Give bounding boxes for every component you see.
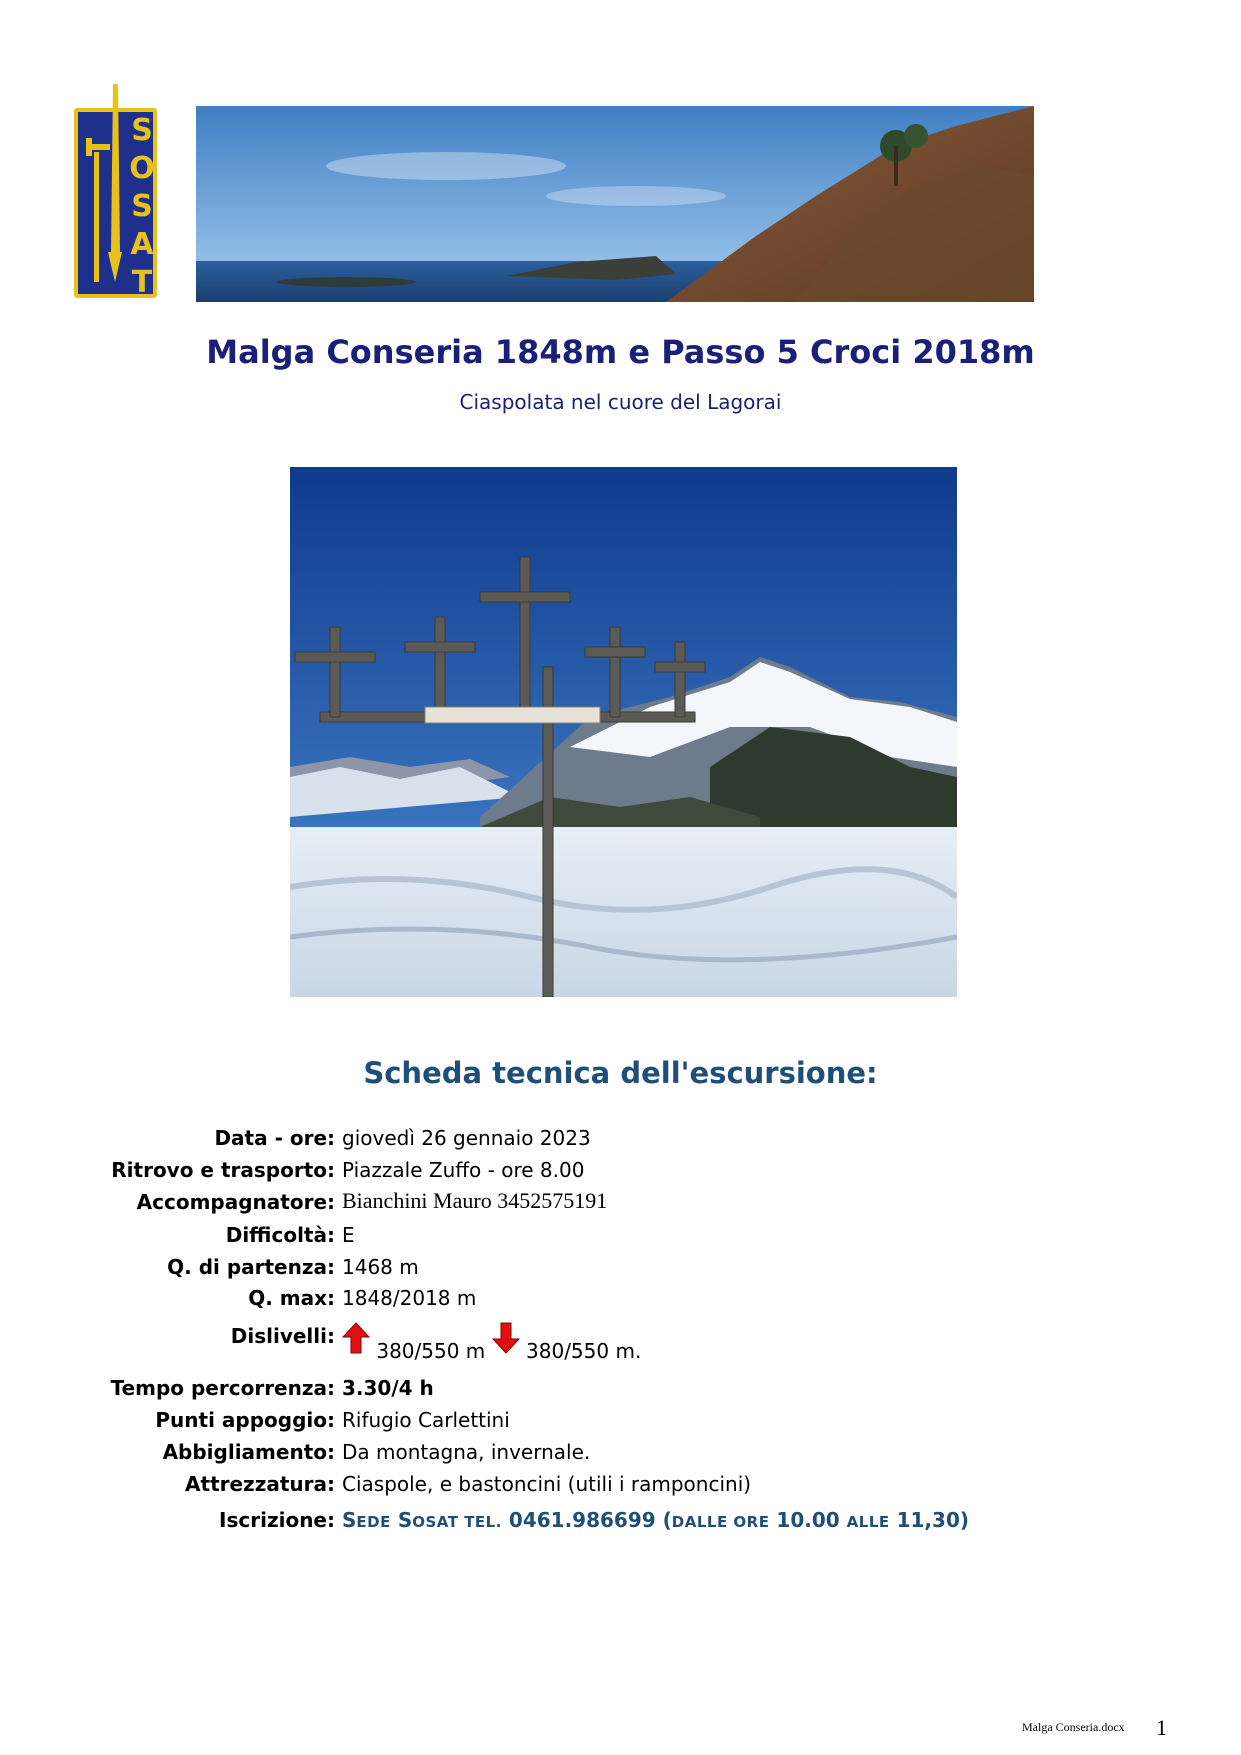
section-title: Scheda tecnica dell'escursione: — [363, 1056, 878, 1090]
header-banner — [196, 106, 1034, 302]
row-dislivelli — [0, 1322, 1241, 1362]
row-iscrizione — [0, 1508, 1241, 1538]
svg-text:T: T — [131, 265, 153, 300]
abbigliamento-label: Abbigliamento: — [162, 1440, 335, 1464]
row-abbigliamento — [0, 1440, 1241, 1470]
punti-value: Rifugio Carlettini — [342, 1408, 510, 1432]
max-label: Q. max: — [248, 1286, 335, 1310]
partenza-value: 1468 m — [342, 1255, 419, 1279]
punti-label: Punti appoggio: — [155, 1408, 335, 1432]
difficolta-label: Difficoltà: — [225, 1223, 335, 1247]
row-tempo — [0, 1376, 1241, 1406]
attrezzatura-value: Ciaspole, e bastoncini (utili i ramponcini) — [342, 1472, 752, 1496]
accompagnatore-value: Bianchini Mauro 3452575191 — [342, 1188, 608, 1213]
sosat-logo-icon — [72, 82, 159, 300]
main-photo — [290, 467, 957, 997]
accompagnatore-label: Accompagnatore: — [136, 1190, 335, 1214]
ritrovo-value: Piazzale Zuffo - ore 8.00 — [342, 1158, 585, 1182]
data-label: Data - ore: — [214, 1126, 335, 1150]
tempo-value: 3.30/4 h — [342, 1376, 434, 1400]
row-data — [0, 1126, 1241, 1156]
svg-text:A: A — [130, 227, 154, 262]
sosat-logo — [72, 82, 159, 300]
arrow-up-icon — [342, 1322, 370, 1354]
arrow-down-icon — [492, 1322, 520, 1354]
attrezzatura-label: Attrezzatura: — [185, 1472, 335, 1496]
discesa-value: 380/550 m. — [526, 1339, 642, 1363]
row-partenza — [0, 1255, 1241, 1285]
page-title: Malga Conseria 1848m e Passo 5 Croci 2018m — [206, 333, 1035, 371]
svg-text:O: O — [129, 151, 155, 186]
five-crosses-snow-mountain-photo — [290, 467, 957, 997]
salita-value: 380/550 m — [376, 1339, 486, 1363]
dislivelli-label: Dislivelli: — [230, 1324, 335, 1348]
row-max — [0, 1286, 1241, 1316]
iscrizione-label: Iscrizione: — [219, 1508, 335, 1532]
tempo-label: Tempo percorrenza: — [110, 1376, 335, 1400]
row-attrezzatura — [0, 1472, 1241, 1502]
page-subtitle: Ciaspolata nel cuore del Lagorai — [459, 390, 782, 414]
row-punti — [0, 1408, 1241, 1438]
partenza-label: Q. di partenza: — [167, 1255, 335, 1279]
data-value: giovedì 26 gennaio 2023 — [342, 1126, 591, 1150]
max-value: 1848/2018 m — [342, 1286, 477, 1310]
footer-page-number: 1 — [1156, 1715, 1167, 1740]
abbigliamento-value: Da montagna, invernale. — [342, 1440, 591, 1464]
footer-filename: Malga Conseria.docx — [1022, 1720, 1125, 1734]
row-ritrovo — [0, 1158, 1241, 1188]
row-difficolta — [0, 1223, 1241, 1253]
coastal-cliff-banner-image — [196, 106, 1034, 302]
iscrizione-value: SEDE SOSAT TEL. 0461.986699 (DALLE ORE 10.00 ALLE 11,30) — [342, 1508, 970, 1532]
difficolta-value: E — [342, 1223, 355, 1247]
ritrovo-label: Ritrovo e trasporto: — [111, 1158, 335, 1182]
row-accompagnatore — [0, 1190, 1241, 1220]
logo-letter: S — [131, 113, 153, 148]
svg-text:S: S — [131, 189, 153, 224]
